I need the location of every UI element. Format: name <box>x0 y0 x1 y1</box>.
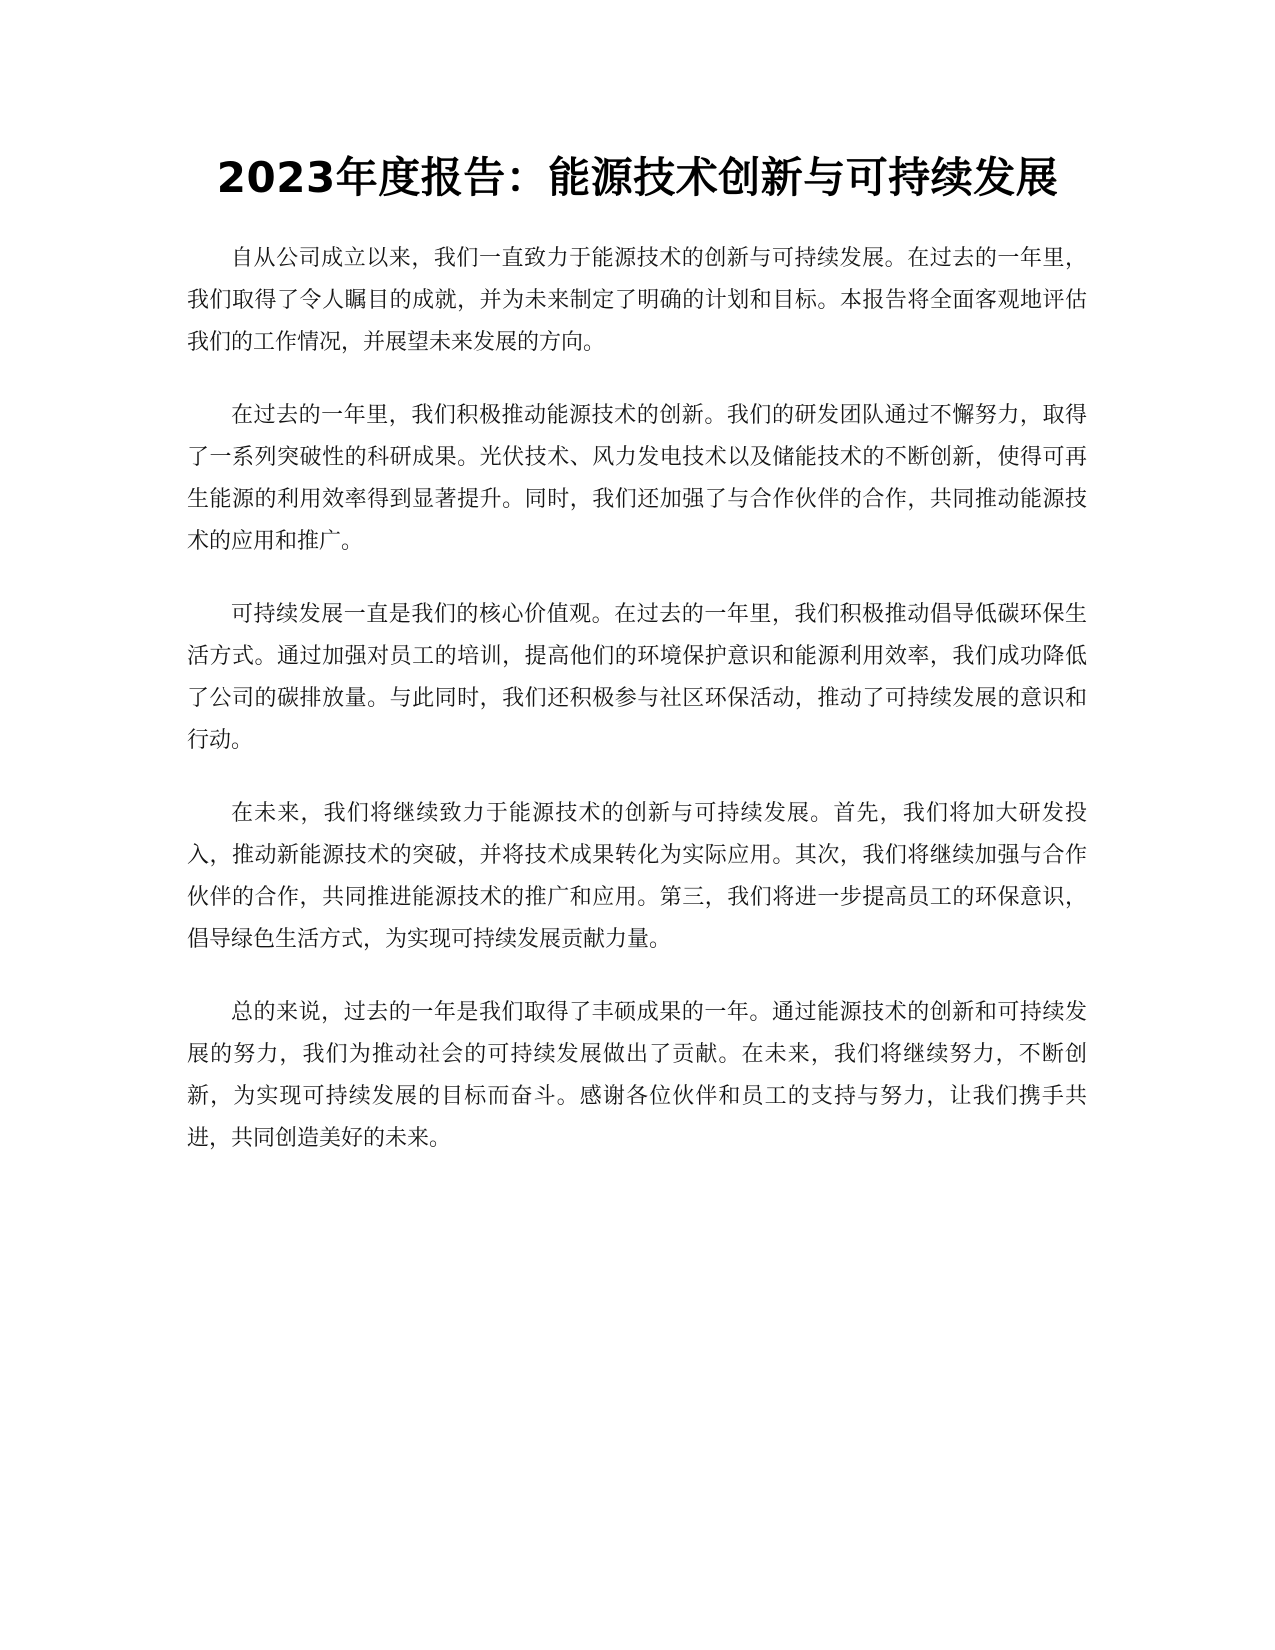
page-title: 2023年度报告：能源技术创新与可持续发展 <box>216 153 1059 202</box>
paragraph-future-plans: 在未来，我们将继续致力于能源技术的创新与可持续发展。首先，我们将加大研发投入，推动新能源技术的突破，并将技术成果转化为实际应用。其次，我们将继续加强与合作伙伴的合作，共同推进能源技术的推广和应用。第三，我们将进一步提高员工的环保意识，倡导绿色生活方式，为实现可持续发展贡献力量。 <box>187 801 1087 952</box>
paragraph-innovation: 在过去的一年里，我们积极推动能源技术的创新。我们的研发团队通过不懈努力，取得了一系列突破性的科研成果。光伏技术、风力发电技术以及储能技术的不断创新，使得可再生能源的利用效率得到显著提升。同时，我们还加强了与合作伙伴的合作，共同推动能源技术的应用和推广。 <box>187 403 1087 554</box>
paragraph-conclusion: 总的来说，过去的一年是我们取得了丰硕成果的一年。通过能源技术的创新和可持续发展的努力，我们为推动社会的可持续发展做出了贡献。在未来，我们将继续努力，不断创新，为实现可持续发展的目标而奋斗。感谢各位伙伴和员工的支持与努力，让我们携手共进，共同创造美好的未来。 <box>187 1000 1087 1151</box>
document-body <box>187 238 1087 1191</box>
paragraph-sustainability: 可持续发展一直是我们的核心价值观。在过去的一年里，我们积极推动倡导低碳环保生活方式。通过加强对员工的培训，提高他们的环境保护意识和能源利用效率，我们成功降低了公司的碳排放量。与此同时，我们还积极参与社区环保活动，推动了可持续发展的意识和行动。 <box>187 602 1087 753</box>
paragraph-intro: 自从公司成立以来，我们一直致力于能源技术的创新与可持续发展。在过去的一年里，我们取得了令人瞩目的成就，并为未来制定了明确的计划和目标。本报告将全面客观地评估我们的工作情况，并展望未来发展的方向。 <box>187 246 1087 355</box>
